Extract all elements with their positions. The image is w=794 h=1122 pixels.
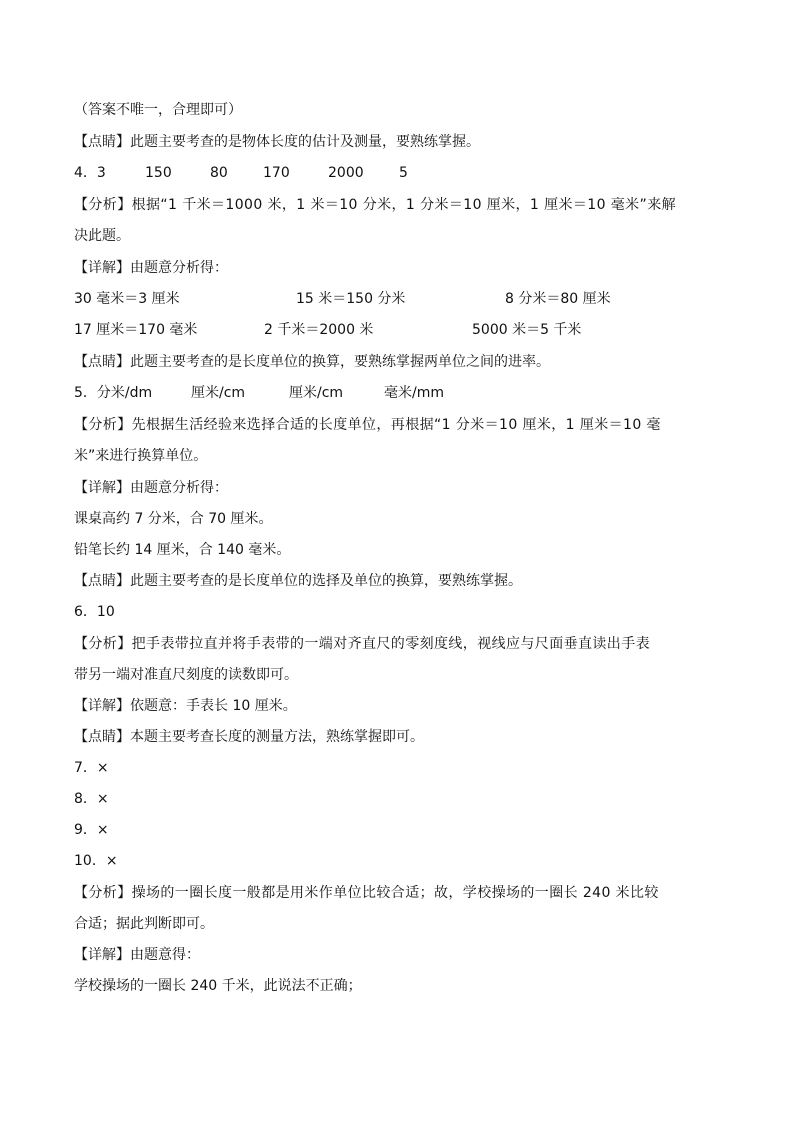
answer-question-9: 9．× xyxy=(74,822,109,838)
detail-heading: 【详解】由题意分析得： xyxy=(74,480,228,496)
answers-question-5 xyxy=(74,381,724,405)
conversion-item: 5000 米＝5 千米 xyxy=(472,322,582,338)
analysis-paragraph-cont: 合适；据此判断即可。 xyxy=(74,916,214,932)
analysis-paragraph-cont: 带另一端对准直尺刻度的读数即可。 xyxy=(74,667,298,683)
answer-item: 80 xyxy=(210,165,228,181)
key-point-paragraph: 【点睛】此题主要考查的是长度单位的换算，要熟练掌握两单位之间的进率。 xyxy=(74,354,550,370)
answers-question-4 xyxy=(74,161,724,185)
answer-question-10: 10．× xyxy=(74,853,118,869)
conversion-item: 17 厘米＝170 毫米 xyxy=(74,322,198,338)
conversion-item: 15 米＝150 分米 xyxy=(296,291,406,307)
answer-item: 厘米/cm xyxy=(289,385,344,401)
analysis-paragraph-cont: 决此题。 xyxy=(74,228,130,244)
detail-line: 【详解】依题意：手表长 10 厘米。 xyxy=(74,698,297,714)
answer-item: 厘米/cm xyxy=(191,385,246,401)
answer-item: 2000 xyxy=(328,165,364,181)
answer-item: 150 xyxy=(145,165,172,181)
detail-line: 学校操场的一圈长 240 千米，此说法不正确； xyxy=(74,978,362,994)
key-point-paragraph: 【点睛】本题主要考查长度的测量方法，熟练掌握即可。 xyxy=(74,729,424,745)
detail-heading: 【详解】由题意得： xyxy=(74,947,200,963)
key-point-paragraph: 【点睛】此题主要考查的是长度单位的选择及单位的换算，要熟练掌握。 xyxy=(74,573,522,589)
conversion-item: 30 毫米＝3 厘米 xyxy=(74,291,180,307)
analysis-paragraph-cont: 米”来进行换算单位。 xyxy=(74,448,208,464)
answer-question-7: 7．× xyxy=(74,760,109,776)
answer-item: 5 xyxy=(399,165,408,181)
key-point-paragraph: 【点睛】此题主要考查的是物体长度的估计及测量，要熟练掌握。 xyxy=(74,134,480,150)
detail-line: 课桌高约 7 分米，合 70 厘米。 xyxy=(74,511,273,527)
conversion-row xyxy=(74,287,724,311)
analysis-paragraph: 【分析】根据“1 千米＝1000 米，1 米＝10 分米，1 分米＝10 厘米，1 厘米＝10 毫米”来解 xyxy=(74,197,677,213)
analysis-paragraph: 【分析】把手表带拉直并将手表带的一端对齐直尺的零刻度线，视线应与尺面垂直读出手表 xyxy=(74,636,650,652)
conversion-row xyxy=(74,318,724,342)
answer-item: 170 xyxy=(263,165,290,181)
answer-item: 5．分米/dm xyxy=(74,385,153,401)
analysis-paragraph: 【分析】先根据生活经验来选择合适的长度单位，再根据“1 分米＝10 厘米，1 厘米＝10 毫 xyxy=(74,417,661,433)
detail-heading: 【详解】由题意分析得： xyxy=(74,260,228,276)
analysis-paragraph: 【分析】操场的一圈长度一般都是用米作单位比较合适；故，学校操场的一圈长 240 米比较 xyxy=(74,885,659,901)
detail-line: 铅笔长约 14 厘米，合 140 毫米。 xyxy=(74,542,291,558)
answer-item: 毫米/mm xyxy=(384,385,444,401)
note-answer-not-unique: （答案不唯一，合理即可） xyxy=(74,102,242,118)
conversion-item: 8 分米＝80 厘米 xyxy=(505,291,611,307)
conversion-item: 2 千米＝2000 米 xyxy=(264,322,374,338)
answer-item: 4．3 xyxy=(74,165,106,181)
answer-question-8: 8．× xyxy=(74,791,109,807)
answer-question-6: 6．10 xyxy=(74,604,115,620)
